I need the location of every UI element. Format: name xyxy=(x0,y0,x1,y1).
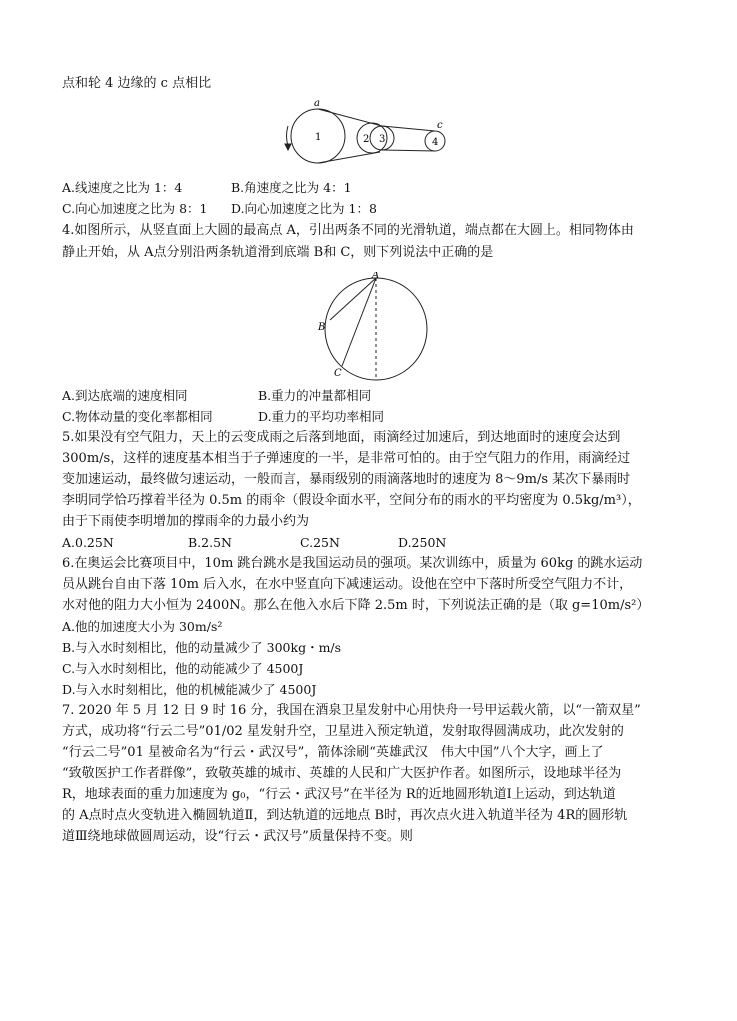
label-c: c xyxy=(437,120,443,131)
q6-option-b: B.与入水时刻相比，他的动量减少了 300kg・m/s xyxy=(62,640,342,655)
q4-stem-line-1: 4.如图所示，从竖直面上大圆的最高点 A，引出两条不同的光滑轨道，端点都在大圆上。相同物体由 xyxy=(62,223,634,238)
q6-option-c: C.与入水时刻相比，他的动能减少了 4500J xyxy=(62,661,304,676)
label-wheel-2: 2 xyxy=(363,134,370,145)
q7-stem-line-7: 道Ⅲ绕地球做圆周运动，设“行云・武汉号”质量保持不变。则 xyxy=(62,829,413,844)
label-A: A xyxy=(372,272,380,281)
q4-option-b: B.重力的冲量都相同 xyxy=(258,388,372,403)
q6-stem-line-1: 6.在奥运会比赛项目中，10m 跳台跳水是我国运动员的强项。某次训练中，质量为 60kg 的跳水运动 xyxy=(62,556,643,571)
q7-stem-line-2: 方式，成功将“行云二号”01/02 星发射升空，卫星进入预定轨道，发射取得圆满成功，此次发射的 xyxy=(62,724,624,739)
q7-stem-line-3: “行云二号”01 星被命名为“行云・武汉号”，箭体涂刷“英雄武汉 伟大中国”八个大字，画上了 xyxy=(62,745,604,760)
q7-stem-line-5: R，地球表面的重力加速度为 g₀，“行云・武汉号”在半径为 R的近地圆形轨道Ⅰ上运动，到达轨道 xyxy=(62,787,616,802)
q5-stem-line-4: 李明同学恰巧撑着半径为 0.5m 的雨伞（假设伞面水平，空间分布的雨水的平均密度为 0.5kg/m³）， xyxy=(62,493,641,508)
q5-stem-line-1: 5.如果没有空气阻力，天上的云变成雨之后落到地面，雨滴经过加速后，到达地面时的速度会达到 xyxy=(62,430,621,445)
q4-stem-line-2: 静止开始，从 A点分别沿两条轨道滑到底端 B和 C，则下列说法中正确的是 xyxy=(62,245,494,260)
q3-stem-tail: 点和轮 4 边缘的 c 点相比 xyxy=(62,76,212,91)
q5-option-b: B.2.5N xyxy=(188,535,232,550)
q6-option-d: D.与入水时刻相比，他的机械能减少了 4500J xyxy=(62,682,317,697)
label-wheel-3: 3 xyxy=(379,134,386,145)
q6-stem-line-2: 员从跳台自由下落 10m 后入水，在水中竖直向下减速运动。设他在空中下落时所受空气阻力不计， xyxy=(62,577,633,592)
label-wheel-4: 4 xyxy=(432,137,439,148)
q3-option-c: C.向心加速度之比为 8：1 xyxy=(62,201,208,216)
q5-stem-line-2: 300m/s，这样的速度基本相当于子弹速度的一半，是非常可怕的。由于空气阻力的作用，雨滴经过 xyxy=(62,451,631,466)
label-a: a xyxy=(314,98,320,109)
q7-stem-line-4: “致敬医护工作者群像”，致敬英雄的城市、英雄的人民和广大医护作者。如图所示，设地球半径为 xyxy=(62,766,622,781)
q5-stem-line-5: 由于下雨使李明增加的撑雨伞的力最小约为 xyxy=(62,514,310,529)
label-B: B xyxy=(318,322,326,333)
q5-option-c: C.25N xyxy=(300,535,340,550)
q4-option-d: D.重力的平均功率相同 xyxy=(258,409,385,424)
label-C: C xyxy=(334,368,342,379)
q4-option-a: A.到达底端的速度相同 xyxy=(62,388,188,403)
rotation-arrow xyxy=(287,126,289,146)
q5-stem-line-3: 变加速运动，最终做匀速运动，一般而言，暴雨级别的雨滴落地时的速度为 8～9m/s 某次下暴雨时 xyxy=(62,472,631,487)
pulley-figure xyxy=(280,98,455,168)
q3-option-d: D.向心加速度之比为 1：8 xyxy=(231,201,377,216)
q7-stem-line-1: 7. 2020 年 5 月 12 日 9 时 16 分，我国在酒泉卫星发射中心用快舟一号甲运载火箭，以“一箭双星” xyxy=(62,703,641,718)
circle-track-figure xyxy=(310,272,430,382)
label-wheel-1: 1 xyxy=(315,132,322,143)
q5-option-d: D.250N xyxy=(398,535,447,550)
q3-option-b: B.角速度之比为 4：1 xyxy=(231,180,352,195)
track-ac xyxy=(342,278,376,366)
q4-option-c: C.物体动量的变化率都相同 xyxy=(62,409,213,424)
q6-option-a: A.他的加速度大小为 30m/s² xyxy=(62,619,223,634)
q3-option-a: A.线速度之比为 1：4 xyxy=(62,180,183,195)
q5-option-a: A.0.25N xyxy=(62,535,114,550)
track-ab xyxy=(330,278,376,320)
q7-stem-line-6: 的 A点时点火变轨进入椭圆轨道Ⅱ，到达轨道的远地点 B时，再次点火进入轨道半径为 4R的圆形轨 xyxy=(62,808,628,823)
q6-stem-line-3: 水对他的阻力大小恒为 2400N。那么在他入水后下降 2.5m 时，下列说法正确的是（取 g=10m/s²） xyxy=(62,598,650,613)
